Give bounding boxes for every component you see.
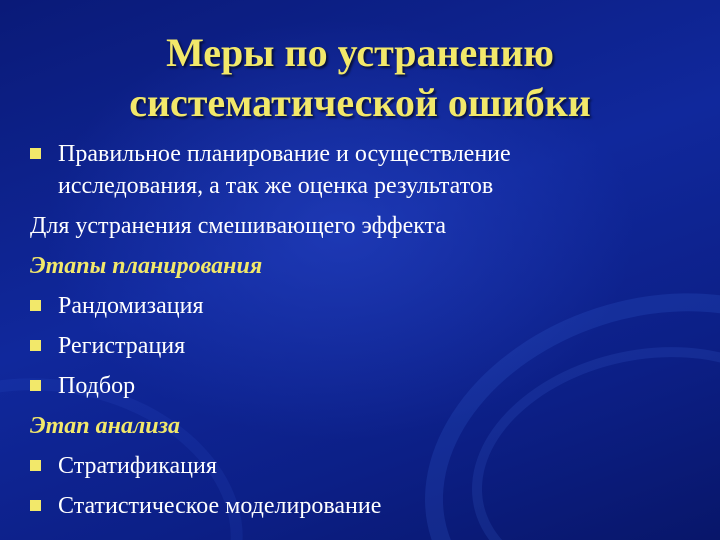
bullet-item: [30, 366, 710, 406]
heading-text: Этапы планирования: [30, 253, 263, 279]
square-bullet-icon: [30, 300, 41, 311]
bullet-text: исследования, а так же оценка результатов: [58, 173, 494, 199]
square-bullet-icon: [30, 500, 41, 511]
section-heading: [30, 406, 710, 446]
plain-text-line: [30, 206, 710, 246]
bullet-text: Подбор: [58, 373, 136, 399]
bullet-text: Рандомизация: [58, 293, 204, 319]
bullet-item-continuation: [30, 170, 710, 202]
square-bullet-icon: [30, 148, 41, 159]
slide-body: [30, 138, 710, 526]
square-bullet-icon: [30, 340, 41, 351]
bullet-item: [30, 326, 710, 366]
bullet-item: [30, 286, 710, 326]
square-bullet-icon: [30, 460, 41, 471]
bullet-item: [30, 486, 710, 526]
bullet-text: Правильное планирование и осуществление: [58, 141, 511, 167]
slide-title: [60, 28, 660, 128]
bullet-text: Стратификация: [58, 453, 217, 479]
plain-text: Для устранения смешивающего эффекта: [30, 213, 447, 239]
square-bullet-icon: [30, 380, 41, 391]
bullet-item: [30, 138, 710, 170]
title-line-2: систематической ошибки: [129, 80, 591, 125]
title-line-1: Меры по устранению: [166, 30, 554, 75]
heading-text: Этап анализа: [30, 413, 180, 439]
section-heading: [30, 246, 710, 286]
bullet-item: [30, 446, 710, 486]
bullet-text: Регистрация: [58, 333, 186, 359]
bullet-text: Статистическое моделирование: [58, 493, 382, 519]
